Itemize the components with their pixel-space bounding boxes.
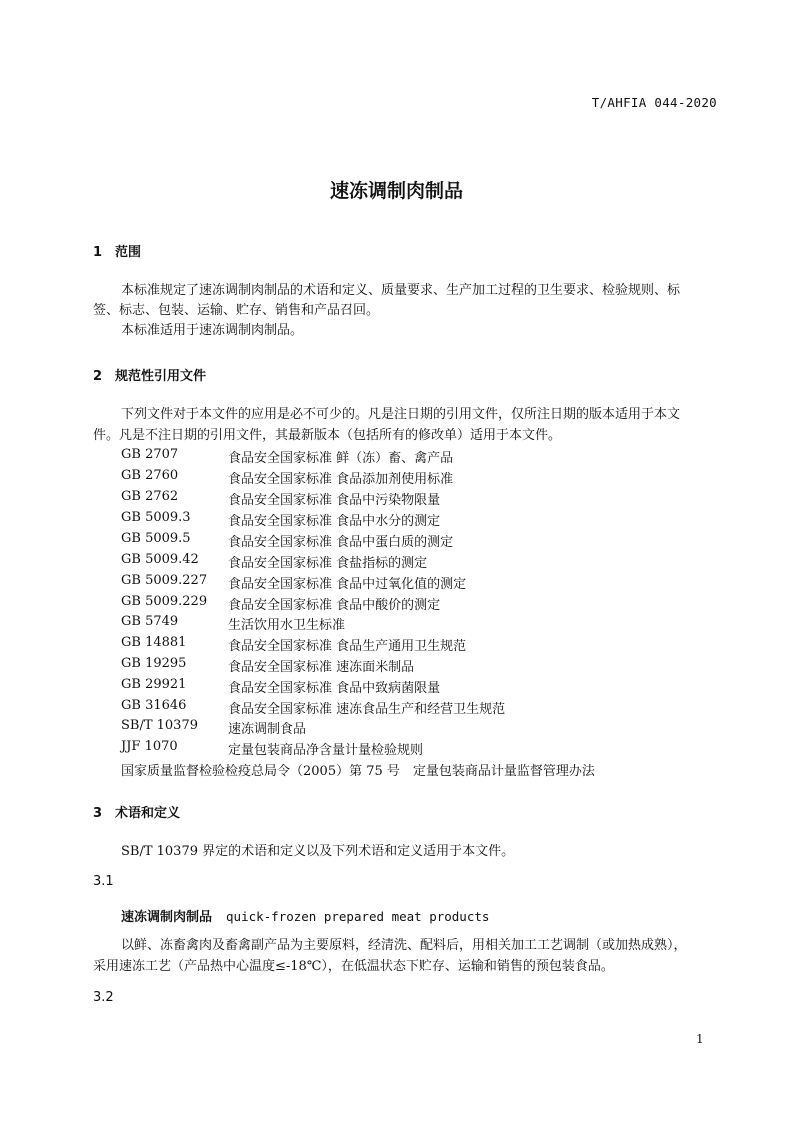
reference-code: GB 5009.3 [121, 510, 191, 525]
section-number: 1 [93, 245, 103, 260]
reference-title: 生活饮用水卫生标准 [228, 618, 346, 633]
term-chinese: 速冻调制肉制品 [121, 910, 213, 925]
reference-title: 食品安全国家标准 食品生产通用卫生规范 [228, 639, 467, 654]
reference-title: 食品安全国家标准 食盐指标的测定 [228, 556, 428, 571]
clause-number: 3.1 [93, 874, 114, 889]
section-title: 规范性引用文件 [115, 369, 207, 384]
section-title: 范围 [115, 245, 142, 260]
reference-title: 食品安全国家标准 食品中过氧化值的测定 [228, 577, 467, 592]
clause-number: 3.2 [93, 990, 114, 1005]
reference-code: GB 5009.229 [121, 594, 208, 609]
section-3-heading [93, 802, 180, 821]
reference-code: GB 31646 [121, 698, 187, 713]
paragraph-line: 以鲜、冻畜禽肉及畜禽副产品为主要原料，经清洗、配料后，用相关加工工艺调制（或加热成熟）， [121, 938, 687, 953]
section-title: 术语和定义 [115, 806, 181, 821]
reference-title: 食品安全国家标准 食品添加剂使用标准 [228, 472, 454, 487]
reference-code: JJF 1070 [121, 739, 178, 754]
reference-title: 定量包装商品净含量计量检验规则 [228, 743, 424, 758]
reference-code: GB 5009.227 [121, 573, 208, 588]
term-entry [121, 906, 489, 925]
reference-code: GB 2760 [121, 468, 179, 483]
reference-code: SB/T 10379 [121, 718, 198, 733]
section-number: 3 [93, 806, 103, 821]
paragraph-line: 采用速冻工艺（产品热中心温度≤-18℃），在低温状态下贮存、运输和销售的预包装食品。 [93, 959, 614, 974]
section-1-heading [93, 241, 141, 260]
reference-title: 食品安全国家标准 食品中污染物限量 [228, 493, 441, 508]
reference-title: 食品安全国家标准 食品中致病菌限量 [228, 681, 441, 696]
paragraph-line: SB/T 10379 界定的术语和定义以及下列术语和定义适用于本文件。 [121, 844, 515, 859]
reference-title: 食品安全国家标准 速冻面米制品 [228, 660, 415, 675]
reference-title: 食品安全国家标准 鲜（冻）畜、禽产品 [228, 451, 454, 466]
reference-code: GB 2762 [121, 489, 179, 504]
reference-code: GB 2707 [121, 447, 179, 462]
reference-full-line: 国家质量监督检验检疫总局令（2005）第 75 号 定量包装商品计量监督管理办法 [121, 764, 595, 779]
reference-title: 食品安全国家标准 速冻食品生产和经营卫生规范 [228, 702, 506, 717]
page-number: 1 [696, 1032, 704, 1046]
page-title: 速冻调制肉制品 [329, 180, 463, 202]
reference-code: GB 5009.5 [121, 531, 191, 546]
reference-title: 速冻调制食品 [228, 722, 307, 737]
reference-title: 食品安全国家标准 食品中蛋白质的测定 [228, 535, 454, 550]
standard-code: T/AHFIA 044-2020 [591, 95, 717, 110]
reference-code: GB 5009.42 [121, 552, 199, 567]
section-2-heading [93, 365, 206, 384]
paragraph-line: 本标准适用于速冻调制肉制品。 [121, 323, 304, 338]
reference-code: GB 14881 [121, 635, 187, 650]
reference-code: GB 19295 [121, 656, 187, 671]
reference-title: 食品安全国家标准 食品中水分的测定 [228, 514, 441, 529]
section-number: 2 [93, 369, 103, 384]
paragraph-line: 签、标志、包装、运输、贮存、销售和产品召回。 [93, 303, 380, 318]
reference-title: 食品安全国家标准 食品中酸价的测定 [228, 598, 441, 613]
reference-code: GB 5749 [121, 614, 179, 629]
term-english: quick-frozen prepared meat products [226, 909, 490, 924]
reference-code: GB 29921 [121, 677, 187, 692]
paragraph-line: 本标准规定了速冻调制肉制品的术语和定义、质量要求、生产加工过程的卫生要求、检验规则、标 [121, 283, 681, 298]
paragraph-line: 件。凡是不注日期的引用文件，其最新版本（包括所有的修改单）适用于本文件。 [93, 428, 562, 443]
paragraph-line: 下列文件对于本文件的应用是必不可少的。凡是注日期的引用文件，仅所注日期的版本适用于本文 [121, 407, 681, 422]
